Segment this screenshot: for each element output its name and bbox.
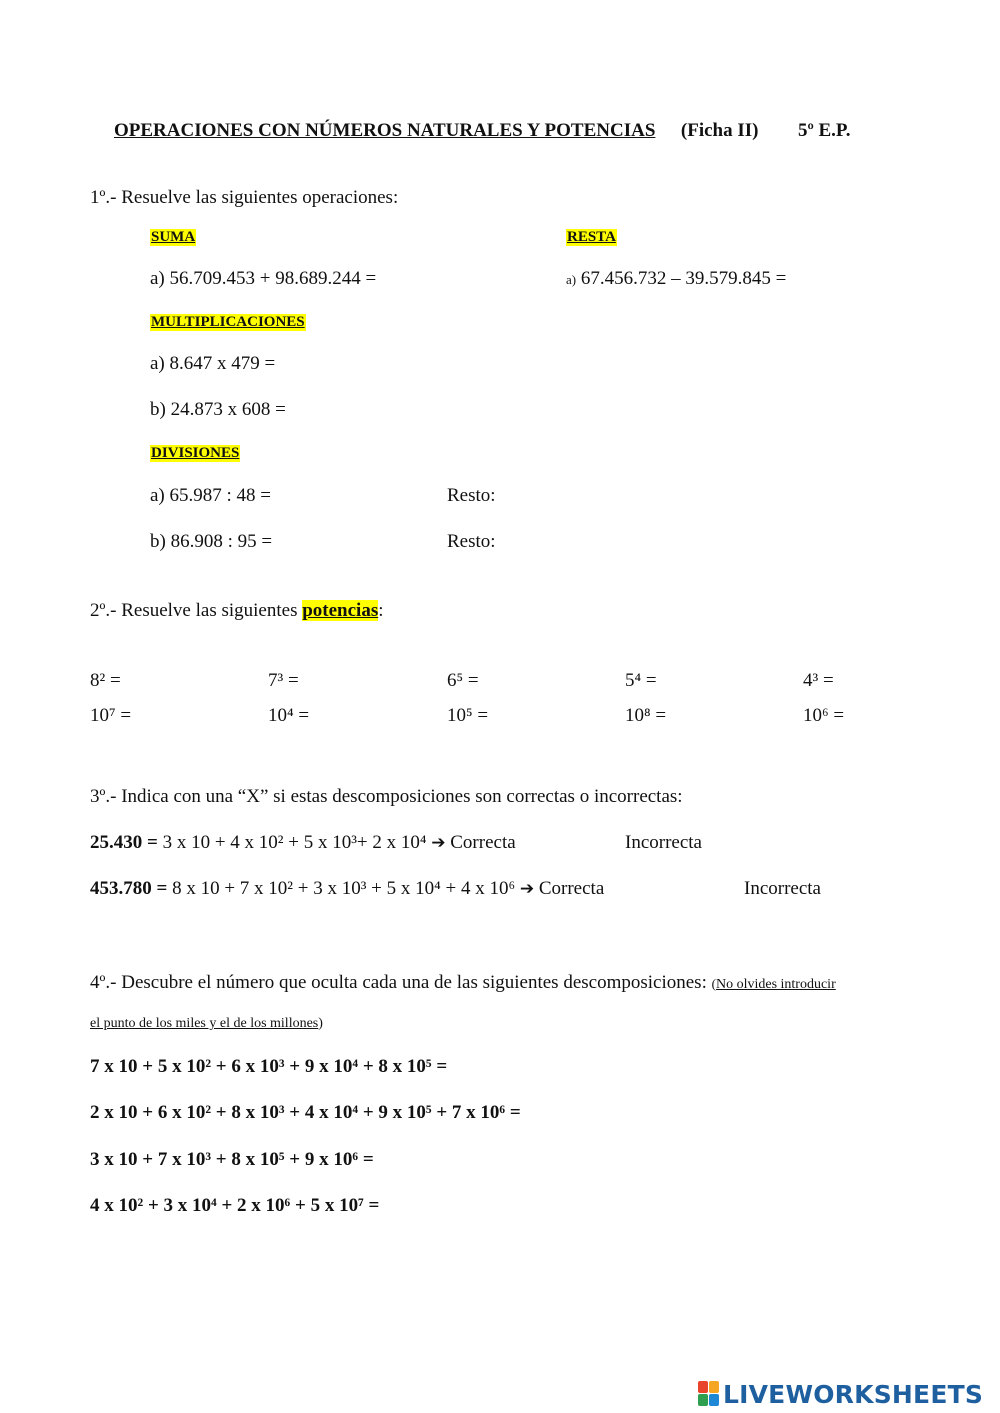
ex3-item-2-number: 453.780 = xyxy=(90,878,168,899)
power-item: 10⁵ = xyxy=(447,705,489,726)
ex3-item-1 xyxy=(90,832,516,854)
logo-mark-icon xyxy=(698,1381,720,1407)
ex2-heading-post: : xyxy=(378,600,384,621)
level-label: 5º E.P. xyxy=(797,120,851,141)
ex4-note-cont xyxy=(90,1016,323,1032)
ficha-label: (Ficha II) xyxy=(680,120,759,141)
suma-a: a) 56.709.453 + 98.689.244 = xyxy=(150,268,377,289)
power-item: 6⁵ = xyxy=(447,670,479,691)
div-b: b) 86.908 : 95 = xyxy=(150,531,273,552)
div-b-resto: Resto: xyxy=(447,531,496,552)
ex3-heading: 3º.- Indica con una “X” si estas descomposiciones son correctas o incorrectas: xyxy=(90,786,683,807)
power-item: 4³ = xyxy=(803,670,834,691)
ex4-note-line1: No olvides introducir xyxy=(715,977,836,992)
ex3-item-2-incorrecta[interactable]: Incorrecta xyxy=(744,878,821,899)
power-item: 8² = xyxy=(90,670,121,691)
ex2-heading-pre: 2º.- Resuelve las siguientes xyxy=(90,600,303,621)
ex3-item-2 xyxy=(90,878,604,900)
suma-label: SUMA xyxy=(151,229,196,245)
ex4-item-3: 3 x 10 + 7 x 10³ + 8 x 10⁵ + 9 x 10⁶ = xyxy=(90,1149,374,1170)
ex4-note-line2: el punto de los miles y el de los millones xyxy=(90,1016,319,1031)
resta-label: RESTA xyxy=(567,229,616,245)
ex3-item-1-incorrecta[interactable]: Incorrecta xyxy=(625,832,702,853)
power-item: 7³ = xyxy=(268,670,299,691)
ex3-item-1-expr: 3 x 10 + 4 x 10² + 5 x 10³+ 2 x 10⁴ xyxy=(162,832,427,853)
ex4-item-2: 2 x 10 + 6 x 10² + 8 x 10³ + 4 x 10⁴ + 9 x 10⁵ + 7 x 10⁶ = xyxy=(90,1102,521,1123)
arrow-right-icon: ➔ xyxy=(431,833,446,853)
arrow-right-icon: ➔ xyxy=(519,879,535,899)
mult-a: a) 8.647 x 479 = xyxy=(150,353,276,374)
worksheet-title: OPERACIONES CON NÚMEROS NATURALES Y POTENCIAS xyxy=(114,120,656,141)
liveworksheets-logo xyxy=(698,1378,983,1410)
power-item: 10⁴ = xyxy=(268,705,310,726)
power-item: 10⁶ = xyxy=(803,705,845,726)
ex3-item-2-correcta[interactable]: Correcta xyxy=(538,878,605,899)
ex3-item-2-expr: 8 x 10 + 7 x 10² + 3 x 10³ + 5 x 10⁴ + 4 x 10⁶ xyxy=(172,878,516,899)
div-a: a) 65.987 : 48 = xyxy=(150,485,272,506)
ex4-item-4: 4 x 10² + 3 x 10⁴ + 2 x 10⁶ + 5 x 10⁷ = xyxy=(90,1195,380,1216)
power-item: 5⁴ = xyxy=(625,670,657,691)
ex4-heading xyxy=(90,972,836,994)
mult-b: b) 24.873 x 608 = xyxy=(150,399,286,420)
ex2-heading xyxy=(90,600,384,622)
div-a-resto: Resto: xyxy=(447,485,496,506)
ex3-item-1-number: 25.430 = xyxy=(90,832,158,853)
ex2-heading-highlight: potencias xyxy=(302,600,379,621)
ex1-heading: 1º.- Resuelve las siguientes operaciones: xyxy=(90,187,399,208)
resta-a xyxy=(566,268,786,290)
ex4-note-open: ( xyxy=(711,976,716,991)
ex4-note-close: ) xyxy=(318,1016,323,1031)
power-item: 10⁸ = xyxy=(625,705,667,726)
divisiones-label: DIVISIONES xyxy=(151,445,240,461)
ex4-heading-text: 4º.- Descubre el número que oculta cada una de las siguientes descomposiciones: xyxy=(90,972,707,993)
resta-a-expr: 67.456.732 – 39.579.845 = xyxy=(580,268,787,289)
multiplicaciones-label: MULTIPLICACIONES xyxy=(151,314,305,330)
worksheet-header xyxy=(114,120,851,142)
resta-a-prefix: a) xyxy=(566,272,577,287)
logo-text: LIVEWORKSHEETS xyxy=(723,1379,984,1409)
ex4-item-1: 7 x 10 + 5 x 10² + 6 x 10³ + 9 x 10⁴ + 8 x 10⁵ = xyxy=(90,1056,448,1077)
power-item: 10⁷ = xyxy=(90,705,132,726)
ex3-item-1-correcta[interactable]: Correcta xyxy=(450,832,516,853)
